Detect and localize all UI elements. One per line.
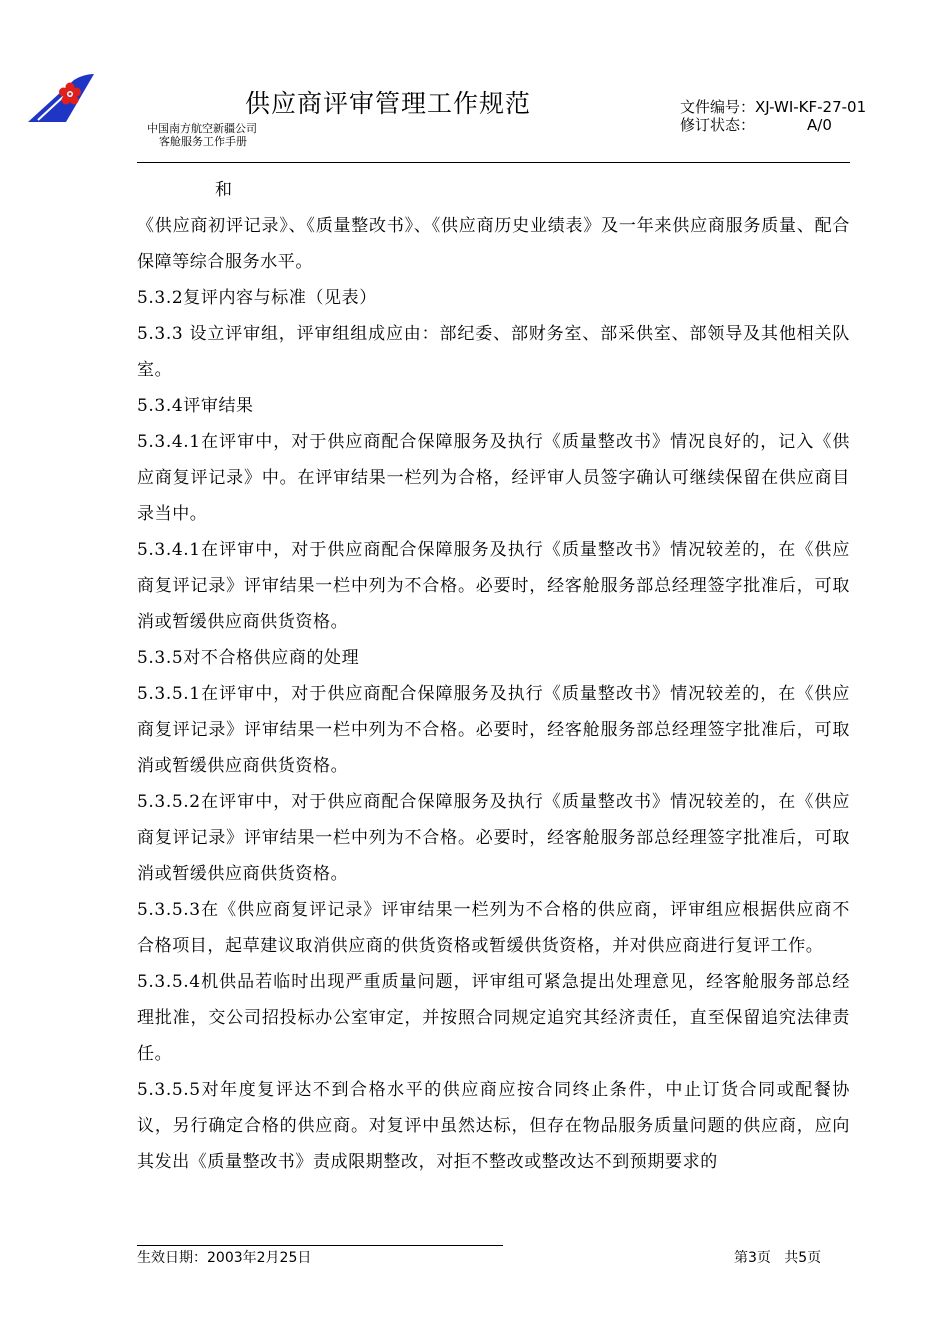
paragraph: 5.3.5.2在评审中，对于供应商配合保障服务及执行《质量整改书》情况较差的，在《供应商复评记录》评审结果一栏中列为不合格。必要时，经客舱服务部总经理签字批准后，可取消或暂缓供应商供货资格。 (137, 792, 850, 884)
revision-row (680, 116, 866, 134)
paragraph: 和 (215, 180, 233, 200)
revision-label: 修订状态： (680, 116, 756, 134)
paragraph: 5.3.4.1在评审中，对于供应商配合保障服务及执行《质量整改书》情况较差的，在《供应商复评记录》评审结果一栏中列为不合格。必要时，经客舱服务部总经理签字批准后，可取消或暂缓供应商供货资格。 (137, 540, 850, 632)
document-body (137, 172, 850, 1180)
section-heading: 5.3.5对不合格供应商的处理 (137, 648, 360, 668)
company-name: 中国南方航空新疆公司 (147, 122, 257, 135)
revision-value: A/0 (807, 116, 832, 134)
paragraph: 5.3.5.1在评审中，对于供应商配合保障服务及执行《质量整改书》情况较差的，在《供应商复评记录》评审结果一栏中列为不合格。必要时，经客舱服务部总经理签字批准后，可取消或暂缓供应商供货资格。 (137, 684, 850, 776)
document-meta (680, 98, 866, 134)
doc-number-label: 文件编号： (680, 98, 756, 116)
kapok-flower-logo-icon (28, 74, 98, 124)
company-info (147, 122, 257, 148)
document-title: 供应商评审管理工作规范 (245, 89, 532, 118)
effective-date: 生效日期：2003年2月25日 (137, 1250, 312, 1266)
paragraph: 5.3.5.3在《供应商复评记录》评审结果一栏列为不合格的供应商，评审组应根据供应商不合格项目，起草建议取消供应商的供货资格或暂缓供货资格，并对供应商进行复评工作。 (137, 900, 850, 956)
manual-name: 客舱服务工作手册 (159, 135, 247, 148)
paragraph: 5.3.5.4机供品若临时出现严重质量问题，评审组可紧急提出处理意见，经客舱服务部总经理批准，交公司招投标办公室审定，并按照合同规定追究其经济责任，直至保留追究法律责任。 (137, 972, 850, 1064)
paragraph: 5.3.5.5对年度复评达不到合格水平的供应商应按合同终止条件，中止订货合同或配餐协议，另行确定合格的供应商。对复评中虽然达标，但存在物品服务质量问题的供应商，应向其发出《质量整改书》责成限期整改，对拒不整改或整改达不到预期要求的 (137, 1080, 850, 1172)
footer-divider (137, 1245, 503, 1246)
section-heading: 5.3.4评审结果 (137, 396, 254, 416)
doc-number-value: XJ-WI-KF-27-01 (755, 98, 867, 116)
section-heading: 5.3.2复评内容与标准（见表） (137, 288, 377, 308)
paragraph: 5.3.3 设立评审组，评审组组成应由：部纪委、部财务室、部采供室、部领导及其他相关队室。 (137, 324, 850, 380)
doc-number-row (680, 98, 866, 116)
header-divider (137, 162, 850, 163)
paragraph: 5.3.4.1在评审中，对于供应商配合保障服务及执行《质量整改书》情况良好的，记入《供应商复评记录》中。在评审结果一栏列为合格，经评审人员签字确认可继续保留在供应商目录当中。 (137, 432, 850, 524)
paragraph: 《供应商初评记录》、《质量整改书》、《供应商历史业绩表》及一年来供应商服务质量、配合保障等综合服务水平。 (137, 216, 850, 272)
page-number: 第3页 共5页 (734, 1250, 822, 1266)
